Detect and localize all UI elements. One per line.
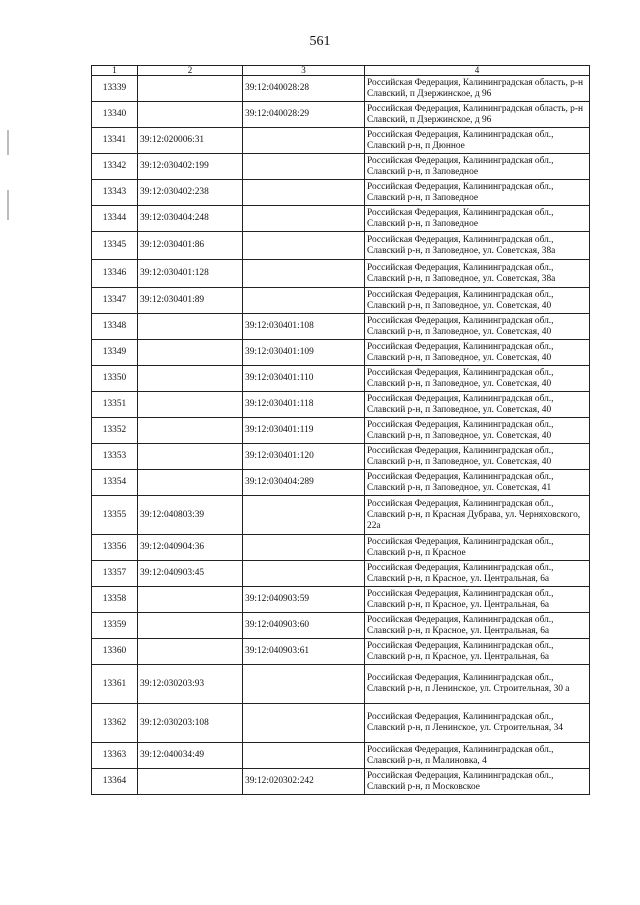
table-row	[92, 535, 590, 561]
table-row	[92, 561, 590, 587]
cadastral-number-cell: 39:12:040903:45	[138, 561, 243, 587]
cadastral-number-cell: 39:12:030401:108	[243, 314, 365, 340]
cadastral-number-cell: 39:12:030401:119	[243, 418, 365, 444]
cadastral-number-cell: 39:12:030401:110	[243, 366, 365, 392]
row-number-cell: 13348	[92, 314, 138, 340]
row-number-cell: 13354	[92, 470, 138, 496]
row-number-cell: 13361	[92, 665, 138, 704]
address-cell: Российская Федерация, Калининградская обл., Славский р-н, п Заповедное, ул. Советская, 40	[365, 392, 590, 418]
row-number-cell: 13343	[92, 180, 138, 206]
address-cell: Российская Федерация, Калининградская обл., Славский р-н, п Заповедное	[365, 180, 590, 206]
cadastral-number-cell: 39:12:030401:89	[138, 288, 243, 314]
row-number-cell: 13350	[92, 366, 138, 392]
cadastral-number-cell: 39:12:020006:31	[138, 128, 243, 154]
address-cell: Российская Федерация, Калининградская область, р-н Славский, п Дзержинское, д 96	[365, 76, 590, 102]
cadastral-number-cell: 39:12:040034:49	[138, 743, 243, 769]
table-row	[92, 639, 590, 665]
row-number-cell: 13340	[92, 102, 138, 128]
table-row	[92, 154, 590, 180]
address-cell: Российская Федерация, Калининградская обл., Славский р-н, п Красное, ул. Центральная, 6а	[365, 639, 590, 665]
cadastral-number-cell: 39:12:030402:199	[138, 154, 243, 180]
cadastral-number-cell: 39:12:030404:289	[243, 470, 365, 496]
cadastral-number-cell	[138, 444, 243, 470]
row-number-cell: 13345	[92, 232, 138, 260]
table-row	[92, 470, 590, 496]
cadastral-number-cell: 39:12:030402:238	[138, 180, 243, 206]
cadastral-number-cell: 39:12:040028:29	[243, 102, 365, 128]
address-cell: Российская Федерация, Калининградская обл., Славский р-н, п Красное, ул. Центральная, 6а	[365, 587, 590, 613]
address-cell: Российская Федерация, Калининградская область, р-н Славский, п Дзержинское, д 96	[365, 102, 590, 128]
table-row	[92, 340, 590, 366]
table-row	[92, 366, 590, 392]
cadastral-number-cell	[243, 561, 365, 587]
table-row	[92, 180, 590, 206]
margin-mark	[7, 190, 9, 220]
address-cell: Российская Федерация, Калининградская обл., Славский р-н, п Красная Дубрава, ул. Черняховского, 22а	[365, 496, 590, 535]
address-cell: Российская Федерация, Калининградская обл., Славский р-н, п Ленинское, ул. Строительная, 30 а	[365, 665, 590, 704]
table-row	[92, 232, 590, 260]
cadastral-number-cell	[243, 743, 365, 769]
row-number-cell: 13342	[92, 154, 138, 180]
cadastral-number-cell	[138, 769, 243, 795]
cadastral-number-cell: 39:12:040903:59	[243, 587, 365, 613]
table-row	[92, 102, 590, 128]
row-number-cell: 13364	[92, 769, 138, 795]
address-cell: Российская Федерация, Калининградская обл., Славский р-н, п Заповедное, ул. Советская, 41	[365, 470, 590, 496]
cadastral-number-cell: 39:12:030401:120	[243, 444, 365, 470]
table-row	[92, 444, 590, 470]
table-row	[92, 613, 590, 639]
cadastral-number-cell	[138, 613, 243, 639]
cadastral-number-cell: 39:12:020302:242	[243, 769, 365, 795]
address-cell: Российская Федерация, Калининградская обл., Славский р-н, п Красное	[365, 535, 590, 561]
cadastral-number-cell	[243, 206, 365, 232]
table-row	[92, 288, 590, 314]
row-number-cell: 13357	[92, 561, 138, 587]
address-cell: Российская Федерация, Калининградская обл., Славский р-н, п Ленинское, ул. Строительная, 34	[365, 704, 590, 743]
address-cell: Российская Федерация, Калининградская обл., Славский р-н, п Заповедное, ул. Советская, 40	[365, 288, 590, 314]
table-row	[92, 496, 590, 535]
row-number-cell: 13352	[92, 418, 138, 444]
cadastral-number-cell	[138, 76, 243, 102]
cadastral-number-cell	[138, 392, 243, 418]
page-number: 561	[309, 34, 331, 49]
cadastral-number-cell	[243, 535, 365, 561]
cadastral-number-cell: 39:12:040903:60	[243, 613, 365, 639]
table-row	[92, 418, 590, 444]
row-number-cell: 13351	[92, 392, 138, 418]
cadastral-number-cell: 39:12:030401:86	[138, 232, 243, 260]
address-cell: Российская Федерация, Калининградская обл., Славский р-н, п Заповедное	[365, 154, 590, 180]
cadastral-number-cell: 39:12:030401:109	[243, 340, 365, 366]
row-number-cell: 13349	[92, 340, 138, 366]
row-number-cell: 13360	[92, 639, 138, 665]
header-col-4: 4	[365, 66, 590, 76]
address-cell: Российская Федерация, Калининградская обл., Славский р-н, п Заповедное, ул. Советская, 38а	[365, 232, 590, 260]
cadastral-number-cell	[138, 314, 243, 340]
table-row	[92, 260, 590, 288]
cadastral-number-cell	[243, 288, 365, 314]
cadastral-number-cell: 39:12:040803:39	[138, 496, 243, 535]
row-number-cell: 13356	[92, 535, 138, 561]
registry-table	[91, 65, 590, 795]
table-row	[92, 665, 590, 704]
address-cell: Российская Федерация, Калининградская обл., Славский р-н, п Заповедное, ул. Советская, 40	[365, 418, 590, 444]
table-row	[92, 314, 590, 340]
cadastral-number-cell	[138, 639, 243, 665]
table-row	[92, 769, 590, 795]
header-col-3: 3	[243, 66, 365, 76]
header-row	[92, 66, 590, 76]
cadastral-number-cell: 39:12:030401:118	[243, 392, 365, 418]
row-number-cell: 13355	[92, 496, 138, 535]
address-cell: Российская Федерация, Калининградская обл., Славский р-н, п Красное, ул. Центральная, 6а	[365, 561, 590, 587]
header-col-1: 1	[92, 66, 138, 76]
address-cell: Российская Федерация, Калининградская обл., Славский р-н, п Дюнное	[365, 128, 590, 154]
address-cell: Российская Федерация, Калининградская обл., Славский р-н, п Заповедное, ул. Советская, 38а	[365, 260, 590, 288]
header-col-2: 2	[138, 66, 243, 76]
cadastral-number-cell	[243, 496, 365, 535]
cadastral-number-cell	[243, 180, 365, 206]
row-number-cell: 13353	[92, 444, 138, 470]
address-cell: Российская Федерация, Калининградская обл., Славский р-н, п Красное, ул. Центральная, 6а	[365, 613, 590, 639]
cadastral-number-cell	[138, 418, 243, 444]
row-number-cell: 13346	[92, 260, 138, 288]
cadastral-number-cell	[243, 704, 365, 743]
cadastral-number-cell	[138, 340, 243, 366]
cadastral-number-cell: 39:12:040028:28	[243, 76, 365, 102]
table-row	[92, 206, 590, 232]
address-cell: Российская Федерация, Калининградская обл., Славский р-н, п Заповедное	[365, 206, 590, 232]
row-number-cell: 13362	[92, 704, 138, 743]
row-number-cell: 13358	[92, 587, 138, 613]
cadastral-number-cell: 39:12:030203:93	[138, 665, 243, 704]
table-row	[92, 76, 590, 102]
row-number-cell: 13347	[92, 288, 138, 314]
cadastral-number-cell	[138, 587, 243, 613]
cadastral-number-cell	[243, 665, 365, 704]
table-row	[92, 587, 590, 613]
table-row	[92, 743, 590, 769]
table-row	[92, 128, 590, 154]
row-number-cell: 13359	[92, 613, 138, 639]
table-row	[92, 392, 590, 418]
cadastral-number-cell: 39:12:030203:108	[138, 704, 243, 743]
table-row	[92, 704, 590, 743]
table-body	[92, 76, 590, 795]
cadastral-number-cell	[243, 260, 365, 288]
cadastral-number-cell: 39:12:040904:36	[138, 535, 243, 561]
address-cell: Российская Федерация, Калининградская обл., Славский р-н, п Заповедное, ул. Советская, 40	[365, 340, 590, 366]
address-cell: Российская Федерация, Калининградская обл., Славский р-н, п Московское	[365, 769, 590, 795]
address-cell: Российская Федерация, Калининградская обл., Славский р-н, п Заповедное, ул. Советская, 40	[365, 314, 590, 340]
margin-mark	[7, 130, 9, 155]
row-number-cell: 13341	[92, 128, 138, 154]
row-number-cell: 13344	[92, 206, 138, 232]
row-number-cell: 13363	[92, 743, 138, 769]
address-cell: Российская Федерация, Калининградская обл., Славский р-н, п Малиновка, 4	[365, 743, 590, 769]
address-cell: Российская Федерация, Калининградская обл., Славский р-н, п Заповедное, ул. Советская, 40	[365, 366, 590, 392]
cadastral-number-cell	[138, 366, 243, 392]
row-number-cell: 13339	[92, 76, 138, 102]
address-cell: Российская Федерация, Калининградская обл., Славский р-н, п Заповедное, ул. Советская, 40	[365, 444, 590, 470]
cadastral-number-cell	[138, 102, 243, 128]
cadastral-number-cell	[243, 154, 365, 180]
cadastral-number-cell	[243, 232, 365, 260]
cadastral-number-cell: 39:12:030404:248	[138, 206, 243, 232]
cadastral-number-cell	[243, 128, 365, 154]
cadastral-number-cell: 39:12:030401:128	[138, 260, 243, 288]
cadastral-number-cell	[138, 470, 243, 496]
cadastral-number-cell: 39:12:040903:61	[243, 639, 365, 665]
